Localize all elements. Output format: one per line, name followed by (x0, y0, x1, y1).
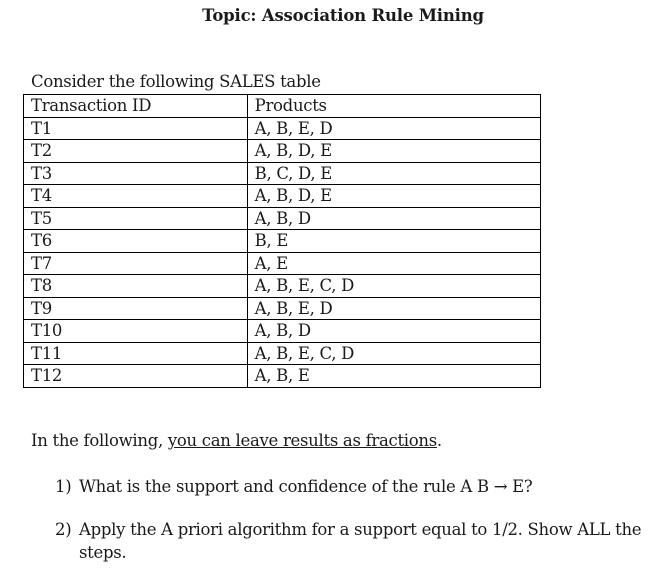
table-row (24, 342, 541, 365)
transaction-id-cell: T12 (24, 365, 248, 388)
question-number: 1) (55, 477, 72, 496)
transaction-id-cell: T10 (24, 320, 248, 343)
table-row (24, 297, 541, 320)
note-underlined: you can leave results as fractions (167, 431, 437, 450)
transaction-id-cell: T5 (24, 207, 248, 230)
products-cell: A, B, E, C, D (247, 342, 540, 365)
transaction-id-cell: T7 (24, 252, 248, 275)
products-cell: A, B, E, C, D (247, 275, 540, 298)
transaction-id-cell: T4 (24, 185, 248, 208)
note-suffix: . (436, 431, 442, 450)
transaction-id-cell: T3 (24, 162, 248, 185)
header-transaction-id: Transaction ID (24, 95, 248, 118)
transaction-id-cell: T1 (24, 117, 248, 140)
products-cell: A, E (247, 252, 540, 275)
question-text: Apply the A priori algorithm for a support equal to 1/2. Show ALL the (79, 520, 642, 539)
products-cell: A, B, E, D (247, 297, 540, 320)
transaction-id-cell: T6 (24, 230, 248, 253)
products-cell: A, B, D (247, 207, 540, 230)
question-text: What is the support and confidence of the rule A B → E? (79, 477, 533, 496)
table-row (24, 230, 541, 253)
question-1 (55, 475, 532, 498)
question-text-continued: steps. (79, 543, 127, 562)
question-2 (55, 518, 655, 564)
transaction-id-cell: T9 (24, 297, 248, 320)
sales-table (23, 94, 541, 388)
products-cell: A, B, E (247, 365, 540, 388)
note-prefix: In the following, (31, 431, 168, 450)
table-header-row (24, 95, 541, 118)
table-row (24, 140, 541, 163)
table-row (24, 185, 541, 208)
transaction-id-cell: T2 (24, 140, 248, 163)
products-cell: B, E (247, 230, 540, 253)
table-row (24, 275, 541, 298)
transaction-id-cell: T11 (24, 342, 248, 365)
products-cell: A, B, D, E (247, 140, 540, 163)
page-title: Topic: Association Rule Mining (202, 6, 484, 25)
products-cell: A, B, D, E (247, 185, 540, 208)
table-row (24, 365, 541, 388)
table-row (24, 162, 541, 185)
table-row (24, 320, 541, 343)
products-cell: B, C, D, E (247, 162, 540, 185)
table-row (24, 252, 541, 275)
question-number: 2) (55, 520, 72, 539)
products-cell: A, B, D (247, 320, 540, 343)
header-products: Products (247, 95, 540, 118)
transaction-id-cell: T8 (24, 275, 248, 298)
instruction-note (31, 431, 442, 450)
table-row (24, 207, 541, 230)
table-caption: Consider the following SALES table (31, 72, 321, 91)
table-row (24, 117, 541, 140)
products-cell: A, B, E, D (247, 117, 540, 140)
